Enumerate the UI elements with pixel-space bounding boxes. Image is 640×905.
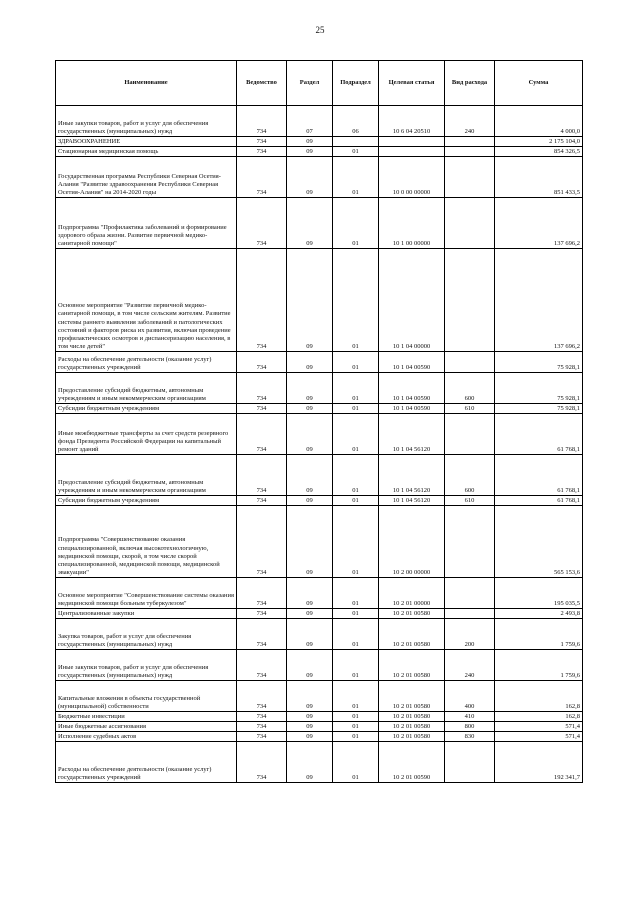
row-name: Закупка товаров, работ и услуг для обеспечения государственных (муниципальных) нужд: [56, 619, 237, 650]
row-razdel: 09: [287, 414, 333, 455]
row-name: Подпрограмма "Совершенствование оказания специализированной, включая высокотехнологичную, медицинской помощи, скорой, в том числе скорой специализированной, медицинской помощи, медицинской эвакуации": [56, 506, 237, 578]
row-summa: 137 696,2: [495, 198, 583, 249]
row-name: Капитальные вложения в объекты государственной (муниципальной) собственности: [56, 681, 237, 712]
row-vedomstvo: 734: [237, 137, 287, 147]
row-name: Бюджетные инвестиции: [56, 712, 237, 722]
table-row: [56, 712, 583, 722]
table-row: [56, 578, 583, 609]
row-podrazdel: 01: [333, 147, 379, 157]
row-summa: 61 768,1: [495, 455, 583, 496]
row-statya: 10 1 04 00590: [379, 404, 445, 414]
row-name: Расходы на обеспечение деятельности (оказание услуг) государственных учреждений: [56, 742, 237, 783]
row-statya: 10 1 04 56120: [379, 496, 445, 506]
row-vid-rashoda: 830: [445, 732, 495, 742]
row-podrazdel: 01: [333, 506, 379, 578]
row-vid-rashoda: [445, 198, 495, 249]
table-row: [56, 742, 583, 783]
row-razdel: 09: [287, 352, 333, 373]
row-name: Основное мероприятие "Совершенствование системы оказания медицинской помощи больным туберкулезом": [56, 578, 237, 609]
row-razdel: 09: [287, 137, 333, 147]
row-statya: 10 2 01 00580: [379, 712, 445, 722]
row-vid-rashoda: [445, 506, 495, 578]
row-vedomstvo: 734: [237, 681, 287, 712]
row-razdel: 09: [287, 506, 333, 578]
row-razdel: 09: [287, 249, 333, 352]
row-vid-rashoda: [445, 609, 495, 619]
row-vid-rashoda: [445, 147, 495, 157]
row-statya: [379, 137, 445, 147]
row-statya: 10 1 04 00000: [379, 249, 445, 352]
row-podrazdel: 01: [333, 249, 379, 352]
row-vedomstvo: 734: [237, 578, 287, 609]
row-name: Стационарная медицинская помощь: [56, 147, 237, 157]
table-row: [56, 147, 583, 157]
row-vedomstvo: 734: [237, 742, 287, 783]
row-summa: 61 768,1: [495, 414, 583, 455]
table-row: [56, 249, 583, 352]
row-razdel: 09: [287, 578, 333, 609]
row-summa: 1 759,6: [495, 650, 583, 681]
row-summa: 192 341,7: [495, 742, 583, 783]
table-row: [56, 722, 583, 732]
table-row: [56, 732, 583, 742]
header-summa: Сумма: [495, 61, 583, 106]
row-vid-rashoda: 610: [445, 496, 495, 506]
table-row: [56, 609, 583, 619]
row-summa: 162,8: [495, 681, 583, 712]
row-vid-rashoda: 600: [445, 455, 495, 496]
table-row: [56, 414, 583, 455]
row-statya: 10 2 00 00000: [379, 506, 445, 578]
row-podrazdel: 01: [333, 496, 379, 506]
row-vedomstvo: 734: [237, 609, 287, 619]
row-summa: 851 433,5: [495, 157, 583, 198]
row-statya: 10 2 01 00580: [379, 722, 445, 732]
row-razdel: 09: [287, 712, 333, 722]
header-vid-rashoda: Вид расхода: [445, 61, 495, 106]
row-vid-rashoda: 610: [445, 404, 495, 414]
row-vedomstvo: 734: [237, 249, 287, 352]
row-summa: 854 326,5: [495, 147, 583, 157]
row-statya: 10 1 04 00590: [379, 352, 445, 373]
row-vid-rashoda: [445, 578, 495, 609]
row-podrazdel: 06: [333, 106, 379, 137]
row-summa: 195 035,5: [495, 578, 583, 609]
table-header-row: [56, 61, 583, 106]
row-summa: 75 928,1: [495, 404, 583, 414]
row-vedomstvo: 734: [237, 352, 287, 373]
row-statya: 10 2 01 00580: [379, 732, 445, 742]
row-statya: 10 0 00 00000: [379, 157, 445, 198]
row-name: Предоставление субсидий бюджетным, автономным учреждениям и иным некоммерческим организациям: [56, 455, 237, 496]
row-summa: 137 696,2: [495, 249, 583, 352]
row-vid-rashoda: 800: [445, 722, 495, 732]
row-statya: 10 2 01 00000: [379, 578, 445, 609]
row-razdel: 07: [287, 106, 333, 137]
row-podrazdel: 01: [333, 609, 379, 619]
table-row: [56, 106, 583, 137]
row-podrazdel: [333, 137, 379, 147]
table-row: [56, 198, 583, 249]
table-row: [56, 650, 583, 681]
table-row: [56, 157, 583, 198]
row-razdel: 09: [287, 198, 333, 249]
row-razdel: 09: [287, 496, 333, 506]
row-podrazdel: 01: [333, 681, 379, 712]
table-row: [56, 506, 583, 578]
row-razdel: 09: [287, 722, 333, 732]
row-vedomstvo: 734: [237, 404, 287, 414]
row-statya: 10 1 04 56120: [379, 455, 445, 496]
row-vedomstvo: 734: [237, 496, 287, 506]
row-summa: 2 175 104,0: [495, 137, 583, 147]
header-vedomstvo: Ведомство: [237, 61, 287, 106]
table-row: [56, 681, 583, 712]
row-vedomstvo: 734: [237, 650, 287, 681]
row-summa: 61 768,1: [495, 496, 583, 506]
row-podrazdel: 01: [333, 157, 379, 198]
row-vid-rashoda: [445, 137, 495, 147]
header-statya: Целевая статья: [379, 61, 445, 106]
row-summa: 162,8: [495, 712, 583, 722]
budget-table: [55, 60, 583, 783]
row-summa: 75 928,1: [495, 352, 583, 373]
row-summa: 1 759,6: [495, 619, 583, 650]
row-razdel: 09: [287, 732, 333, 742]
row-vedomstvo: 734: [237, 712, 287, 722]
row-vedomstvo: 734: [237, 373, 287, 404]
row-name: Субсидии бюджетным учреждениям: [56, 404, 237, 414]
row-name: Иные закупки товаров, работ и услуг для обеспечения государственных (муниципальных) нужд: [56, 106, 237, 137]
row-statya: 10 2 01 00580: [379, 609, 445, 619]
table-row: [56, 373, 583, 404]
row-razdel: 09: [287, 609, 333, 619]
row-name: Государственная программа Республики Северная Осетия-Алания "Развитие здравоохранения Республики Северная Осетия-Алания" на 2014-2020 годы: [56, 157, 237, 198]
row-summa: 571,4: [495, 722, 583, 732]
row-podrazdel: 01: [333, 414, 379, 455]
header-podrazdel: Подраздел: [333, 61, 379, 106]
row-vid-rashoda: [445, 352, 495, 373]
row-vedomstvo: 734: [237, 414, 287, 455]
row-vid-rashoda: [445, 157, 495, 198]
row-name: Основное мероприятие "Развитие первичной медико-санитарной помощи, в том числе сельским жителям. Развитие системы раннего выявления заболеваний и патологических состояний и факторов риска их развития, включая проведение профилактических осмотров и диспансеризацию населения, в том числе детей": [56, 249, 237, 352]
row-name: ЗДРАВООХРАНЕНИЕ: [56, 137, 237, 147]
row-podrazdel: 01: [333, 578, 379, 609]
row-statya: 10 1 04 56120: [379, 414, 445, 455]
row-razdel: 09: [287, 404, 333, 414]
row-name: Иные закупки товаров, работ и услуг для обеспечения государственных (муниципальных) нужд: [56, 650, 237, 681]
row-razdel: 09: [287, 157, 333, 198]
row-name: Субсидии бюджетным учреждениям: [56, 496, 237, 506]
row-podrazdel: 01: [333, 619, 379, 650]
row-vedomstvo: 734: [237, 157, 287, 198]
row-podrazdel: 01: [333, 650, 379, 681]
row-statya: 10 2 01 00580: [379, 681, 445, 712]
row-summa: 571,4: [495, 732, 583, 742]
row-name: Иные межбюджетные трансферты за счет средств резервного фонда Президента Российской Федерации на капитальный ремонт зданий: [56, 414, 237, 455]
table-row: [56, 619, 583, 650]
row-vid-rashoda: 240: [445, 650, 495, 681]
header-name: Наименование: [56, 61, 237, 106]
row-razdel: 09: [287, 373, 333, 404]
row-vedomstvo: 734: [237, 619, 287, 650]
row-name: Иные бюджетные ассигнования: [56, 722, 237, 732]
row-razdel: 09: [287, 742, 333, 783]
row-podrazdel: 01: [333, 373, 379, 404]
row-podrazdel: 01: [333, 352, 379, 373]
row-statya: [379, 147, 445, 157]
row-statya: 10 1 00 00000: [379, 198, 445, 249]
row-razdel: 09: [287, 650, 333, 681]
row-razdel: 09: [287, 681, 333, 712]
row-statya: 10 1 04 00590: [379, 373, 445, 404]
row-razdel: 09: [287, 147, 333, 157]
row-name: Централизованные закупки: [56, 609, 237, 619]
row-statya: 10 2 01 00580: [379, 650, 445, 681]
row-vid-rashoda: 200: [445, 619, 495, 650]
row-vid-rashoda: 400: [445, 681, 495, 712]
row-podrazdel: 01: [333, 722, 379, 732]
row-vid-rashoda: 600: [445, 373, 495, 404]
row-vid-rashoda: [445, 742, 495, 783]
row-podrazdel: 01: [333, 742, 379, 783]
row-statya: 10 6 04 20510: [379, 106, 445, 137]
row-name: Предоставление субсидий бюджетным, автономным учреждениям и иным некоммерческим организациям: [56, 373, 237, 404]
row-podrazdel: 01: [333, 404, 379, 414]
table-row: [56, 404, 583, 414]
table-row: [56, 137, 583, 147]
row-name: Исполнение судебных актов: [56, 732, 237, 742]
table-row: [56, 455, 583, 496]
row-vid-rashoda: [445, 414, 495, 455]
row-vedomstvo: 734: [237, 455, 287, 496]
row-summa: 2 493,8: [495, 609, 583, 619]
row-podrazdel: 01: [333, 712, 379, 722]
row-vedomstvo: 734: [237, 147, 287, 157]
row-vid-rashoda: 410: [445, 712, 495, 722]
row-vedomstvo: 734: [237, 198, 287, 249]
row-summa: 75 928,1: [495, 373, 583, 404]
row-statya: 10 2 01 00580: [379, 619, 445, 650]
row-vedomstvo: 734: [237, 506, 287, 578]
row-podrazdel: 01: [333, 732, 379, 742]
row-vedomstvo: 734: [237, 722, 287, 732]
row-podrazdel: 01: [333, 198, 379, 249]
table-row: [56, 352, 583, 373]
page-number: 25: [315, 25, 325, 35]
row-vid-rashoda: [445, 249, 495, 352]
row-razdel: 09: [287, 455, 333, 496]
row-summa: 4 000,0: [495, 106, 583, 137]
header-razdel: Раздел: [287, 61, 333, 106]
row-podrazdel: 01: [333, 455, 379, 496]
row-vid-rashoda: 240: [445, 106, 495, 137]
row-vedomstvo: 734: [237, 732, 287, 742]
row-statya: 10 2 01 00590: [379, 742, 445, 783]
row-razdel: 09: [287, 619, 333, 650]
row-summa: 565 153,6: [495, 506, 583, 578]
row-name: Расходы на обеспечение деятельности (оказание услуг) государственных учреждений: [56, 352, 237, 373]
table-row: [56, 496, 583, 506]
row-vedomstvo: 734: [237, 106, 287, 137]
row-name: Подпрограмма "Профилактика заболеваний и формирование здорового образа жизни. Развитие первичной медико-санитарной помощи": [56, 198, 237, 249]
